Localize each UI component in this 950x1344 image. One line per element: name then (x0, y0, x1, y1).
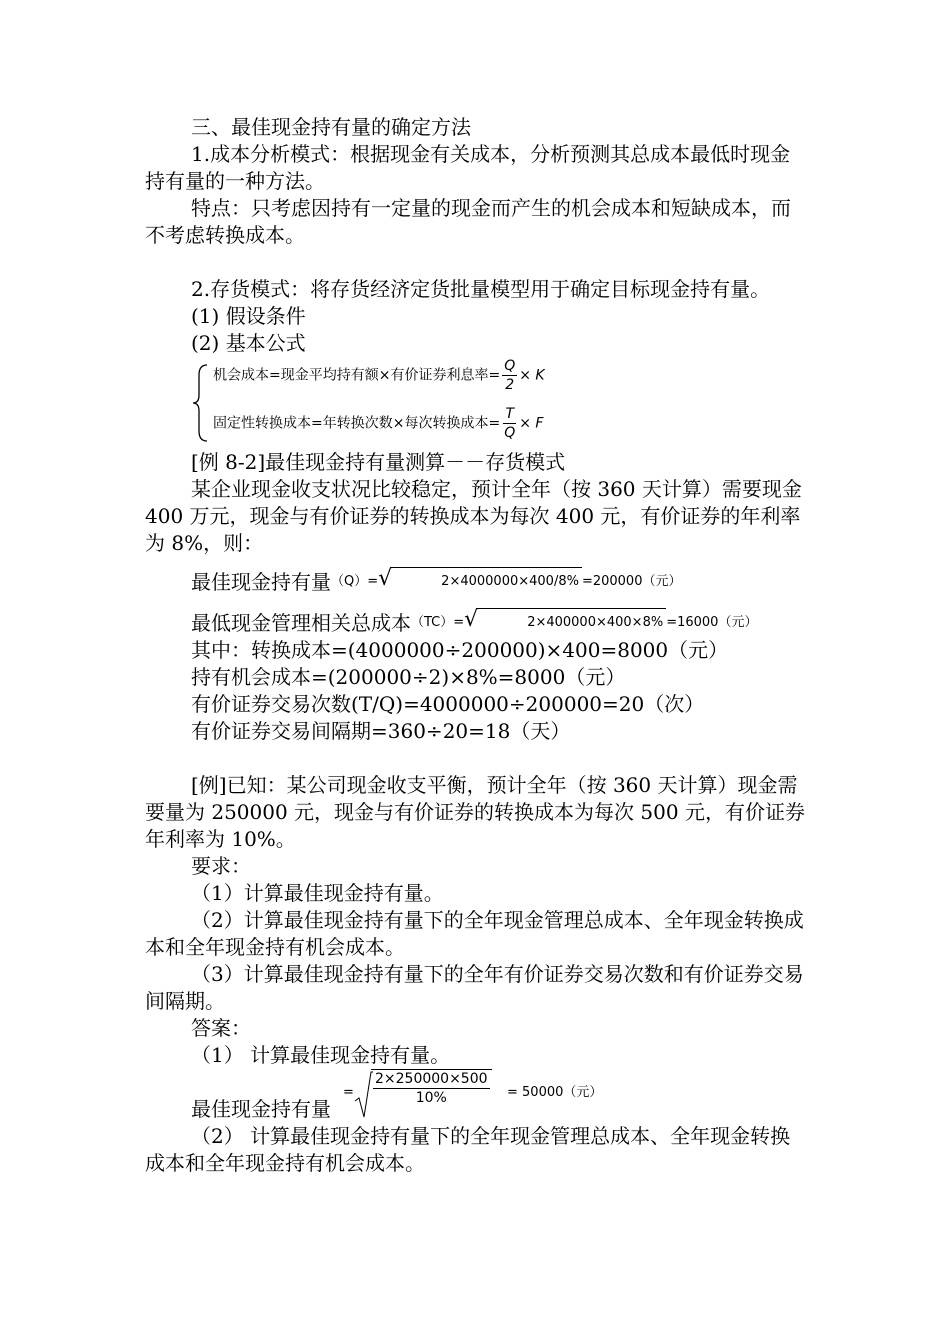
example2-requirements: 要求： (191, 854, 251, 878)
brace-icon (191, 363, 211, 443)
example1-line1: 其中：转换成本=(4000000÷200000)×400=8000（元） (191, 638, 729, 662)
method1-title: 1.成本分析模式：根据现金有关成本，分析预测其总成本最低时现金持有量的一种方法。 (145, 142, 791, 193)
method1-feature: 特点：只考虑因持有一定量的现金而产生的机会成本和短缺成本，而不考虑转换成本。 (145, 196, 791, 247)
example2-req3: （3）计算最佳现金持有量下的全年有价证券交易次数和有价证券交易间隔期。 (145, 962, 804, 1013)
answer-part1: （1） 计算最佳现金持有量。 (191, 1043, 451, 1067)
sqrt-content (371, 1069, 492, 1107)
answer-heading: 答案： (191, 1016, 251, 1040)
answer-optimal-q: 最佳现金持有量 = $\frac{2\times 250000\times 500}{10\%}$ = 50000（元） (191, 1071, 603, 1121)
example2-text: [例]已知：某公司现金收支平衡，预计全年（按 360 天计算）现金需要量为 250000 元，现金与有价证券的转换成本为每次 500 元，有价证券年利率为 10%。 (145, 773, 805, 851)
example1-text: 某企业现金收支状况比较稳定，预计全年（按 360 天计算）需要现金 400 万元，现金与有价证券的转换成本为每次 400 元，有价证券的年利率为 8%，则： (145, 477, 802, 555)
example1-optimal-q: 最佳现金持有量$^{(Q)=}$√ 2×4000000×400/8% $^{=200000(元)}$ (191, 566, 682, 594)
answer-part2: （2） 计算最佳现金持有量下的全年现金管理总成本、全年现金转换成本和全年现金持有机会成本。 (145, 1124, 791, 1175)
method2-title: 2.存货模式：将存货经济定货批量模型用于确定目标现金持有量。 (191, 277, 771, 301)
formula-conversion-cost: 固定性转换成本=年转换次数×每次转换成本= $\frac{T}{Q}$ × F (213, 406, 544, 441)
document-body (145, 114, 810, 1177)
sqrt-icon (353, 1071, 373, 1121)
formula-heading: (2) 基本公式 (191, 331, 306, 355)
example1-line3: 有价证券交易次数(T/Q)=4000000÷200000=20（次） (191, 692, 705, 716)
formula-opportunity-cost: 机会成本=现金平均持有额×有价证券利息率= $\frac{Q}{2}$ × K (213, 358, 545, 393)
example1-line4: 有价证券交易间隔期=360÷20=18（天） (191, 719, 571, 743)
example1-line2: 持有机会成本=(200000÷2)×8%=8000（元） (191, 665, 626, 689)
fraction: $\frac{2\times 250000\times 500}{10\%}$ (375, 1071, 488, 1106)
example1-total-cost: 最低现金管理相关总成本$^{(TC)=}$√ 2×400000×400×8% $^{=16000(元)}$ (191, 607, 758, 635)
assumption-heading: (1) 假设条件 (191, 304, 306, 328)
fraction: $\frac{Q}{2}$ (504, 358, 516, 393)
example1-title: [例 8-2]最佳现金持有量测算－－存货模式 (191, 450, 566, 474)
section-heading: 三、最佳现金持有量的确定方法 (191, 115, 471, 139)
formula-block (191, 357, 810, 449)
example2-req1: （1）计算最佳现金持有量。 (191, 881, 444, 905)
fraction: $\frac{T}{Q}$ (504, 406, 516, 441)
example2-req2: （2）计算最佳现金持有量下的全年现金管理总成本、全年现金转换成本和全年现金持有机会成本。 (145, 908, 804, 959)
